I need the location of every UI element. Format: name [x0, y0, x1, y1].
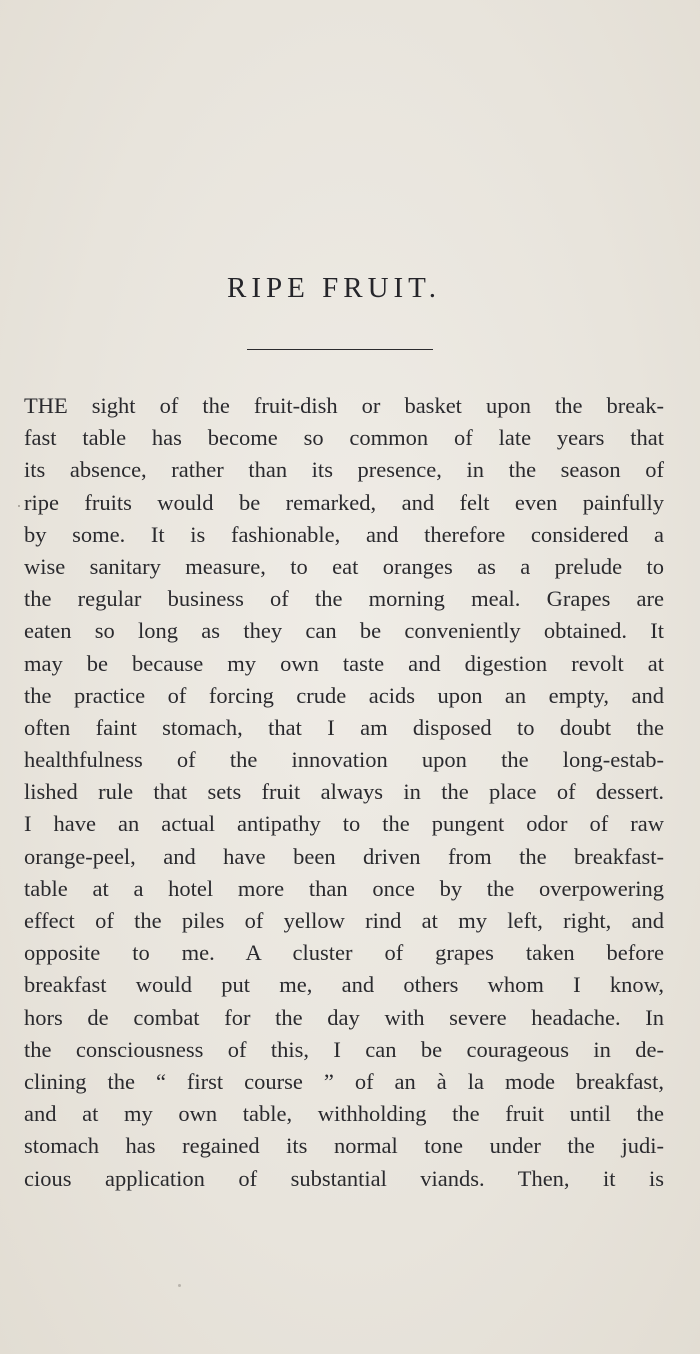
text-line: table at a hotel more than once by the overpowering	[24, 875, 664, 901]
body-text	[24, 390, 664, 1195]
text-line: stomach has regained its normal tone under the judi-	[24, 1133, 664, 1159]
text-line: eaten so long as they can be conveniently obtained. It	[24, 618, 664, 644]
text-line: lished rule that sets fruit always in the place of dessert.	[24, 779, 664, 805]
title-rule	[247, 349, 433, 350]
text-line: I have an actual antipathy to the pungent odor of raw	[24, 811, 664, 837]
text-line: clining the “ first course ” of an à la mode breakfast,	[24, 1068, 664, 1094]
text-line: THE sight of the fruit-dish or basket upon the break-	[24, 393, 664, 418]
paper-speck	[18, 505, 20, 507]
text-line: effect of the piles of yellow rind at my left, right, and	[24, 908, 664, 933]
text-line: and at my own table, withholding the fruit until the	[24, 1101, 664, 1127]
text-line: its absence, rather than its presence, in the season of	[24, 457, 664, 483]
text-line: healthfulness of the innovation upon the long-estab-	[24, 747, 664, 773]
text-line: cious application of substantial viands. Then, it is	[24, 1165, 664, 1191]
text-line: breakfast would put me, and others whom I know,	[24, 972, 664, 998]
text-line: the regular business of the morning meal. Grapes are	[24, 586, 664, 612]
text-line: ripe fruits would be remarked, and felt even painfully	[24, 489, 664, 515]
text-line: orange-peel, and have been driven from the breakfast-	[24, 843, 664, 869]
text-line: by some. It is fashionable, and therefore considered a	[24, 521, 664, 547]
text-line: wise sanitary measure, to eat oranges as a prelude to	[24, 553, 664, 579]
paper-speck	[178, 1284, 181, 1287]
chapter-title: RIPE FRUIT.	[227, 272, 441, 304]
text-line: may be because my own taste and digestion revolt at	[24, 650, 664, 676]
text-line: the practice of forcing crude acids upon an empty, and	[24, 682, 664, 708]
text-line: the consciousness of this, I can be courageous in de-	[24, 1036, 664, 1062]
text-line: opposite to me. A cluster of grapes taken before	[24, 940, 664, 966]
text-line: often faint stomach, that I am disposed to doubt the	[24, 714, 664, 740]
text-line: hors de combat for the day with severe headache. In	[24, 1004, 664, 1030]
text-line: fast table has become so common of late years that	[24, 425, 664, 451]
